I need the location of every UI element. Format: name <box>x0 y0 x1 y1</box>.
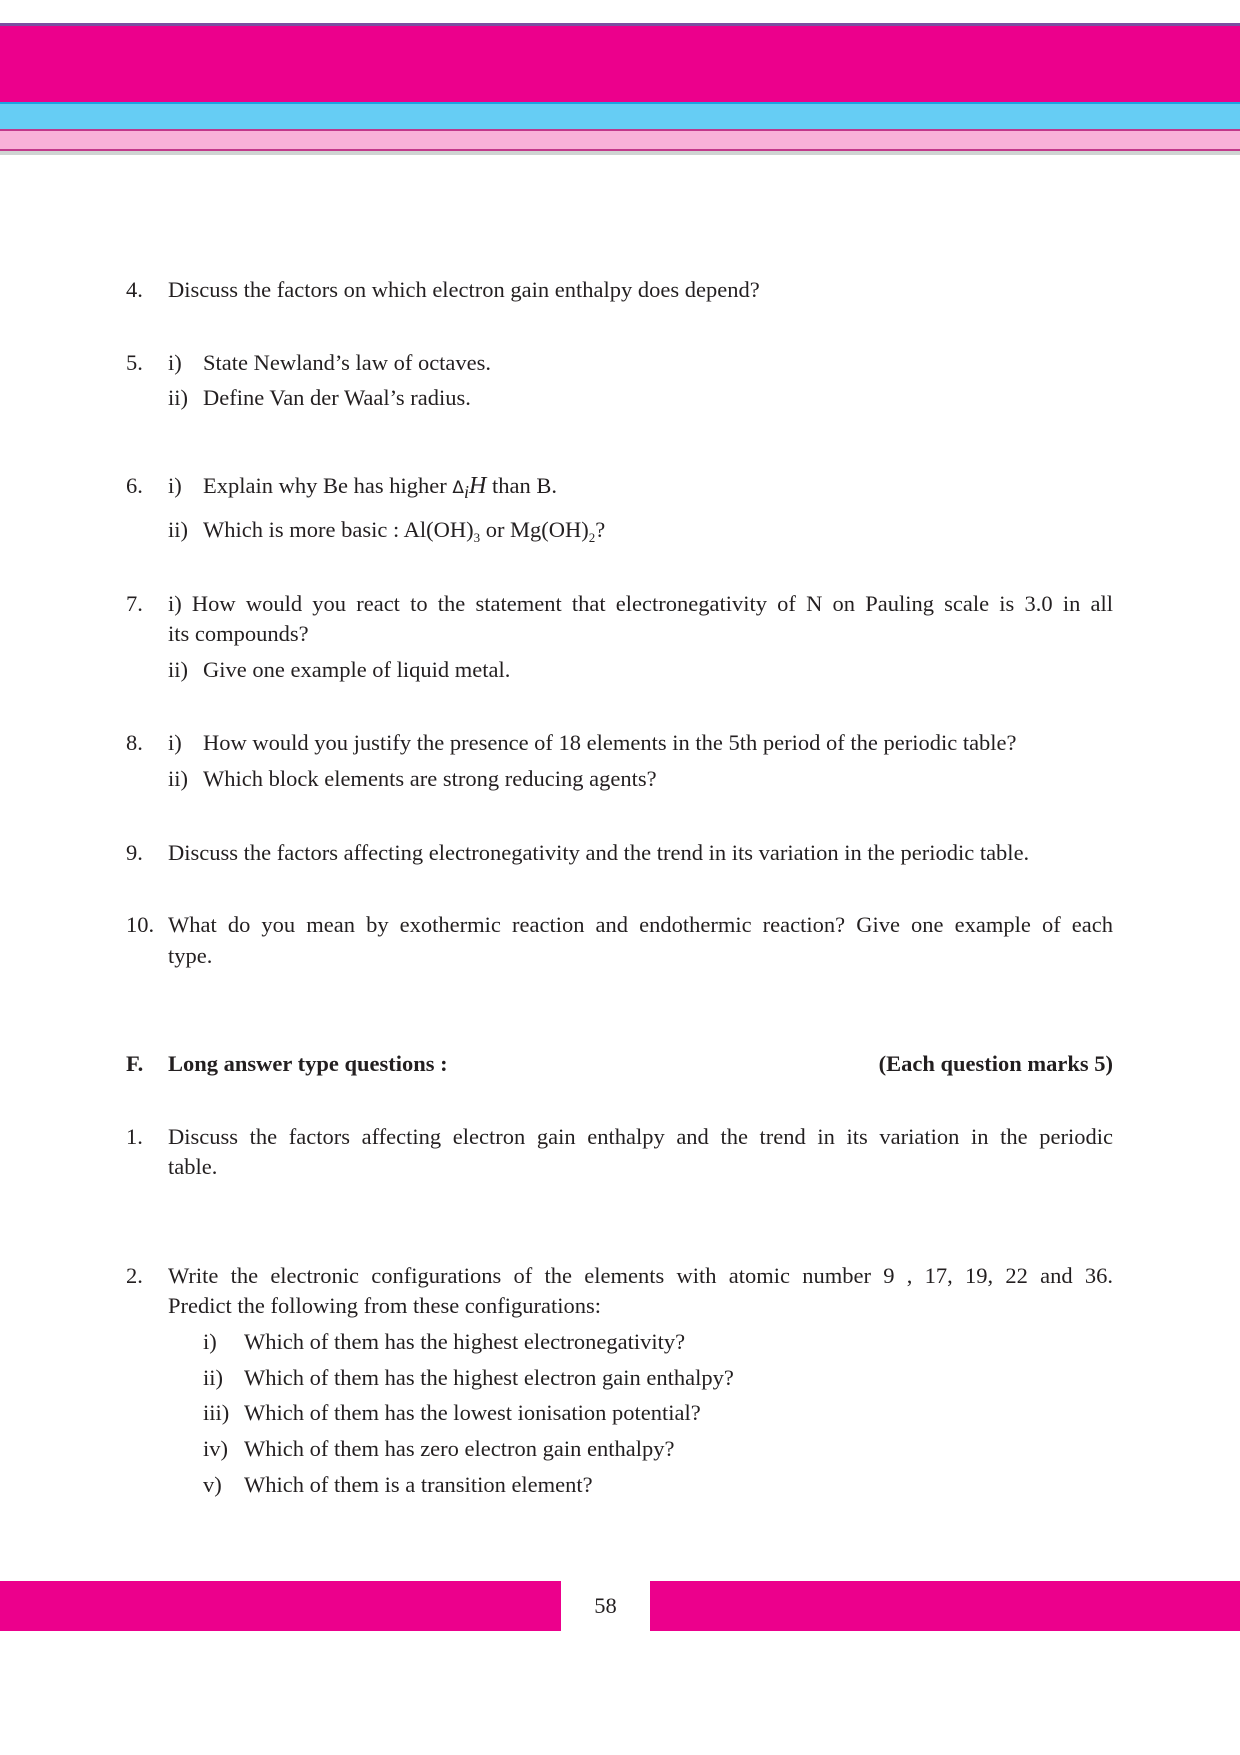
sub-text: Which of them has the highest electron gain enthalpy? <box>244 1365 734 1390</box>
part-label: ii) <box>168 657 188 682</box>
sub-text: Which of them has the highest electronegativity? <box>244 1329 686 1354</box>
sub-text: Which of them is a transition element? <box>244 1472 593 1497</box>
section-marks: (Each question marks 5) <box>878 1051 1113 1076</box>
sub-label: v) <box>203 1472 222 1497</box>
question-text: Discuss the factors affecting electron gain enthalpy and the trend in its variation in the periodic <box>168 1124 1113 1149</box>
part-text: How would you justify the presence of 18 elements in the 5th period of the periodic table? <box>203 730 1017 755</box>
part-label: ii) <box>168 385 188 410</box>
question-number: 4. <box>126 277 143 302</box>
question-text: i) How would you react to the statement that electronegativity of N on Pauling scale is 3.0 in all <box>168 591 1113 616</box>
part-text: Define Van der Waal’s radius. <box>203 385 471 410</box>
section-title: Long answer type questions : <box>168 1051 448 1076</box>
footer-bar-right <box>650 1581 1240 1631</box>
question-number: 9. <box>126 840 143 865</box>
page-number: 58 <box>594 1593 617 1618</box>
question-number: 1. <box>126 1124 143 1149</box>
part-label: i) <box>168 473 182 498</box>
sub-label: iv) <box>203 1436 228 1461</box>
part-label: ii) <box>168 766 188 791</box>
question-number: 7. <box>126 591 143 616</box>
question-text: Discuss the factors affecting electronegativity and the trend in its variation in the periodic table. <box>168 840 1030 865</box>
question-number: 8. <box>126 730 143 755</box>
sub-label: iii) <box>203 1400 230 1425</box>
question-text: Predict the following from these configurations: <box>168 1293 602 1318</box>
part-text: Which is more basic : $Al(OH)_3$ or $Mg(OH)_2$? <box>203 517 606 545</box>
question-text: type. <box>168 943 213 968</box>
part-text: Give one example of liquid metal. <box>203 657 511 682</box>
question-number: 2. <box>126 1263 143 1288</box>
question-text: Discuss the factors on which electron gain enthalpy does depend? <box>168 277 760 302</box>
footer-bar-left <box>0 1581 561 1631</box>
header-pink-band <box>0 129 1240 151</box>
question-text: its compounds? <box>168 621 309 646</box>
part-text: Which block elements are strong reducing agents? <box>203 766 657 791</box>
question-number: 5. <box>126 350 143 375</box>
sub-text: Which of them has zero electron gain enthalpy? <box>244 1436 675 1461</box>
header-grey-line <box>0 151 1240 155</box>
question-text: table. <box>168 1154 218 1179</box>
question-number: 6. <box>126 473 143 498</box>
section-letter: F. <box>126 1051 144 1076</box>
question-number: 10. <box>126 912 155 937</box>
question-text: What do you mean by exothermic reaction and endothermic reaction? Give one example of each <box>168 912 1113 937</box>
header-blue-band <box>0 102 1240 129</box>
sub-label: i) <box>203 1329 217 1354</box>
header-magenta-band <box>0 26 1240 102</box>
part-label: ii) <box>168 517 188 542</box>
part-text: State Newland’s law of octaves. <box>203 350 492 375</box>
sub-label: ii) <box>203 1365 223 1390</box>
part-text: Explain why Be has higher $\Delta_iH$ than B. <box>203 473 557 502</box>
part-label: i) <box>168 350 182 375</box>
part-label: i) <box>168 730 182 755</box>
question-text: Write the electronic configurations of the elements with atomic number 9 , 17, 19, 22 and 36. <box>168 1263 1113 1288</box>
sub-text: Which of them has the lowest ionisation potential? <box>244 1400 701 1425</box>
